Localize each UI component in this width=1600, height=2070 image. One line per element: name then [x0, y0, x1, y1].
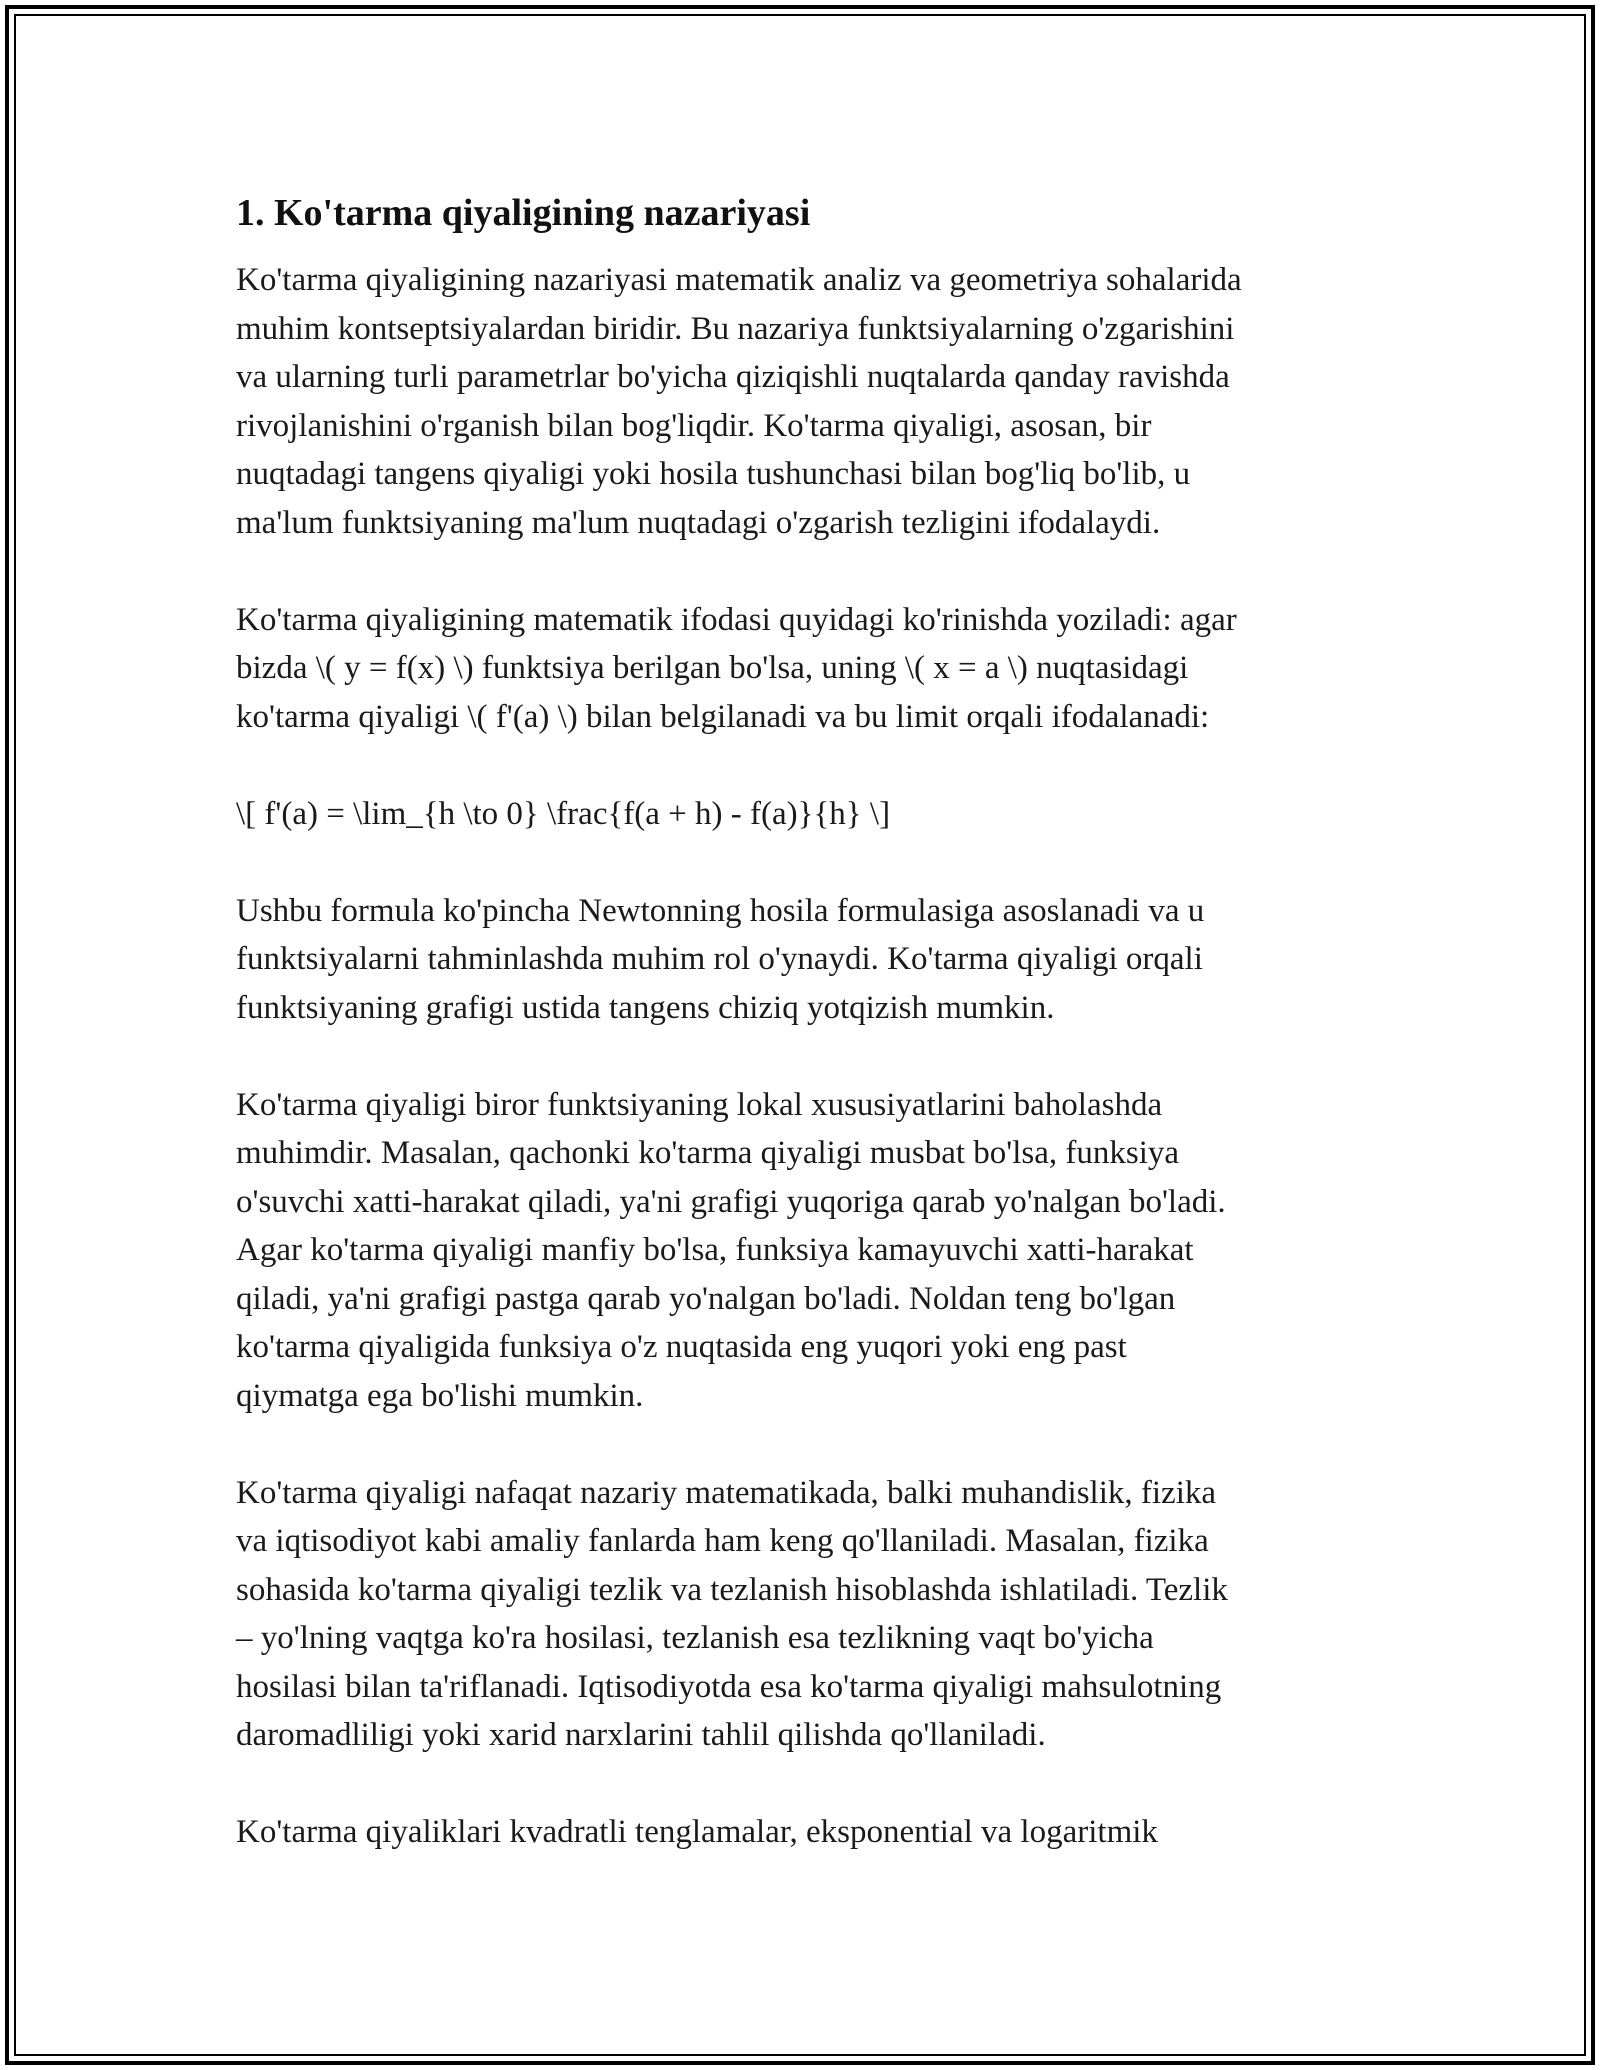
body-paragraph: [236, 1469, 1366, 1760]
text-line: va ularning turli parametrlar bo'yicha qiziqishli nuqtalarda qanday ravishda: [236, 359, 1230, 395]
text-line: Agar ko'tarma qiyaligi manfiy bo'lsa, funksiya kamayuvchi xatti-harakat: [236, 1232, 1194, 1268]
body-paragraph: [236, 256, 1366, 547]
text-line: funktsiyaning grafigi ustida tangens chiziq yotqizish mumkin.: [236, 989, 1055, 1026]
body-paragraph: [236, 1081, 1366, 1421]
body-paragraph: [236, 1808, 1366, 1857]
text-line: sohasida ko'tarma qiyaligi tezlik va tezlanish hisoblashda ishlatiladi. Tezlik: [236, 1571, 1228, 1608]
document-body: [236, 186, 1366, 1905]
text-line: rivojlanishini o'rganish bilan bog'liqdir. Ko'tarma qiyaligi, asosan, bir: [236, 407, 1152, 444]
text-line: Ko'tarma qiyaligi biror funktsiyaning lokal xususiyatlarini baholashda: [236, 1086, 1163, 1123]
section-heading: 1. Ko'tarma qiyaligining nazariyasi: [236, 192, 811, 234]
text-line: bizda \( y = f(x) \) funktsiya berilgan bo'lsa, uning \( x = a \) nuqtasidagi: [236, 650, 1189, 686]
formula-paragraph: [236, 790, 1366, 839]
text-line: Ko'tarma qiyaligining matematik ifodasi quyidagi ko'rinishda yoziladi: agar: [236, 601, 1237, 638]
body-paragraph: [236, 887, 1366, 1033]
text-line: Ko'tarma qiyaligi nafaqat nazariy matematikada, balki muhandislik, fizika: [236, 1474, 1217, 1511]
body-paragraph: [236, 596, 1366, 742]
text-line: ko'tarma qiyaligida funksiya o'z nuqtasida eng yuqori yoki eng past: [236, 1329, 1127, 1365]
text-line: hosilasi bilan ta'riflanadi. Iqtisodiyotda esa ko'tarma qiyaligi mahsulotning: [236, 1668, 1222, 1705]
text-line: qiladi, ya'ni grafigi pastga qarab yo'nalgan bo'ladi. Noldan teng bo'lgan: [236, 1280, 1176, 1317]
text-line: Ko'tarma qiyaliklari kvadratli tenglamalar, eksponential va logaritmik: [236, 1814, 1158, 1850]
paragraph-list: [236, 256, 1366, 1857]
text-line: funktsiyalarni tahminlashda muhim rol o'ynaydi. Ko'tarma qiyaligi orqali: [236, 941, 1203, 977]
text-line: va iqtisodiyot kabi amaliy fanlarda ham keng qo'llaniladi. Masalan, fizika: [236, 1523, 1209, 1559]
text-line: qiymatga ega bo'lishi mumkin.: [236, 1377, 644, 1414]
text-line: ko'tarma qiyaligi \( f'(a) \) bilan belgilanadi va bu limit orqali ifodalanadi:: [236, 698, 1210, 735]
text-line: Ushbu formula ko'pincha Newtonning hosila formulasiga asoslanadi va u: [236, 892, 1205, 929]
text-line: \[ f'(a) = \lim_{h \to 0} \frac{f(a + h) - f(a)}{h} \]: [236, 795, 891, 832]
text-line: muhim kontseptsiyalardan biridir. Bu nazariya funktsiyalarning o'zgarishini: [236, 310, 1235, 347]
text-line: daromadliligi yoki xarid narxlarini tahlil qilishda qo'llaniladi.: [236, 1717, 1046, 1753]
text-line: muhimdir. Masalan, qachonki ko'tarma qiyaligi musbat bo'lsa, funksiya: [236, 1135, 1180, 1171]
text-line: o'suvchi xatti-harakat qiladi, ya'ni grafigi yuqoriga qarab yo'nalgan bo'ladi.: [236, 1183, 1226, 1220]
text-line: ma'lum funktsiyaning ma'lum nuqtadagi o'zgarish tezligini ifodalaydi.: [236, 504, 1161, 541]
text-line: nuqtadagi tangens qiyaligi yoki hosila tushunchasi bilan bog'liq bo'lib, u: [236, 456, 1191, 492]
text-line: Ko'tarma qiyaligining nazariyasi matematik analiz va geometriya sohalarida: [236, 262, 1242, 298]
text-line: – yo'lning vaqtga ko'ra hosilasi, tezlanish esa tezlikning vaqt bo'yicha: [236, 1620, 1154, 1656]
